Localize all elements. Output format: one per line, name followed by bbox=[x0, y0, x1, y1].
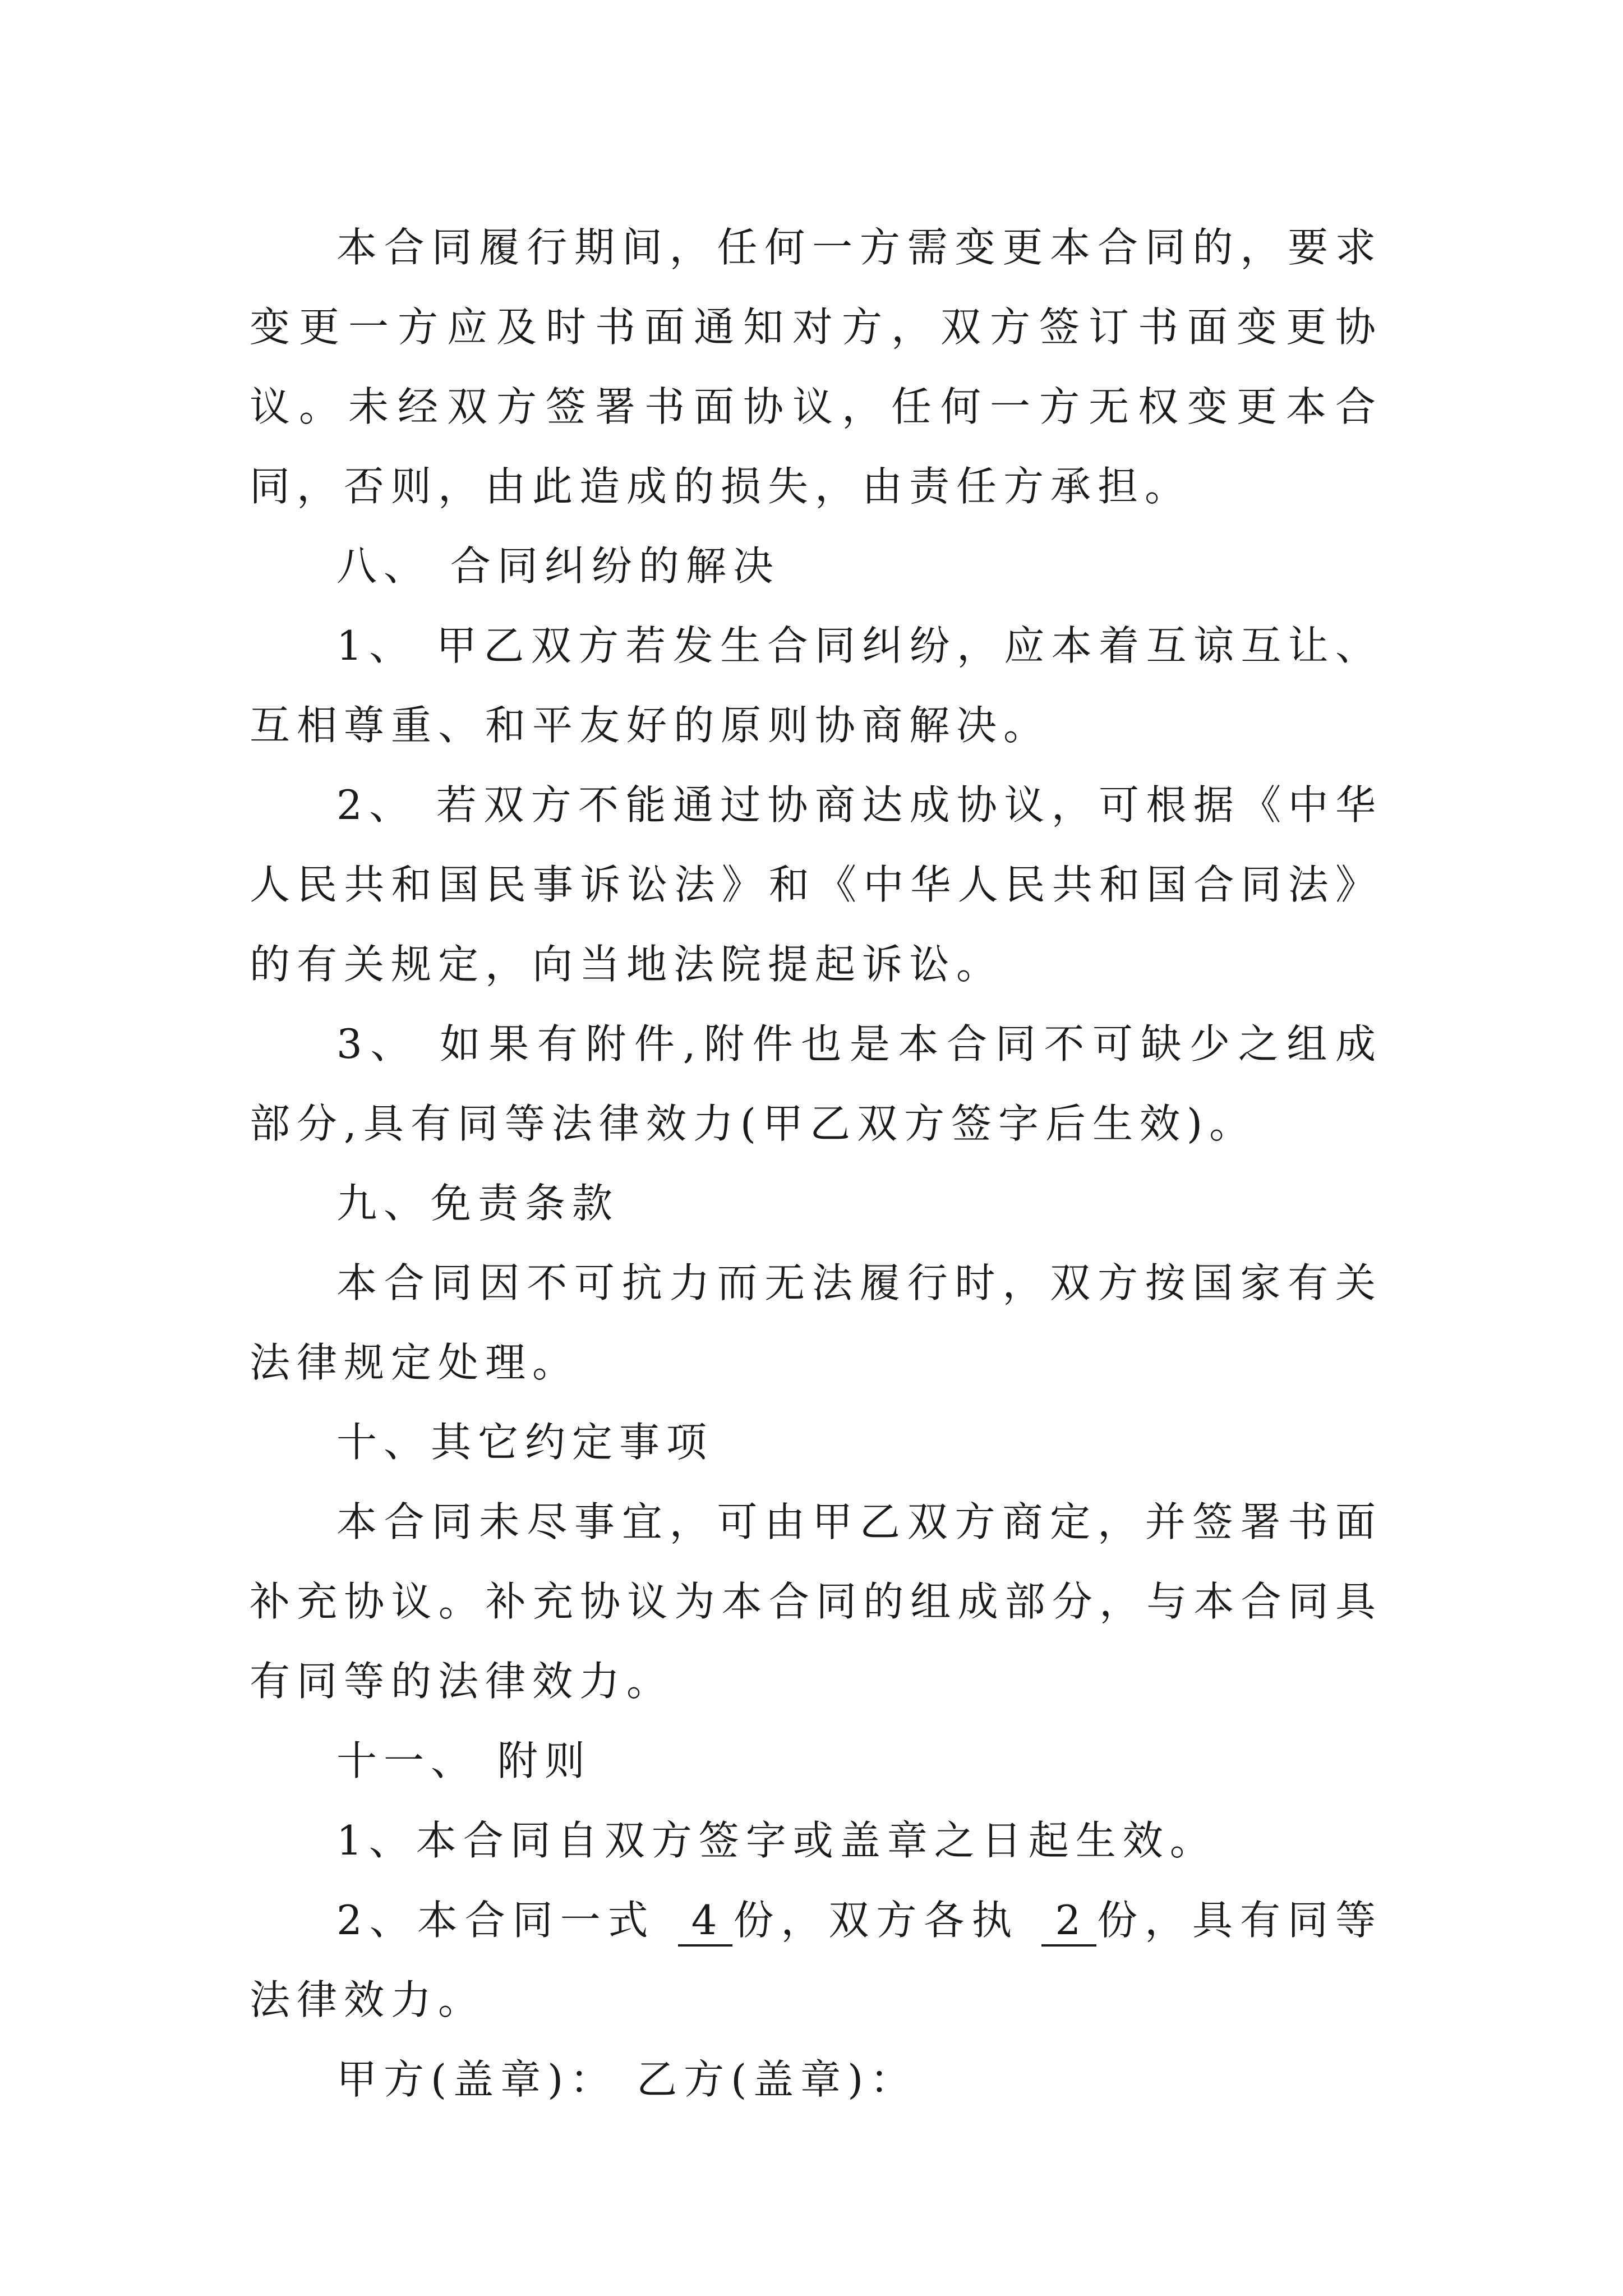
section-11-item-1: 1、本合同自双方签字或盖章之日起生效。 bbox=[336, 1817, 1217, 1864]
copies-each-field: 2 bbox=[1041, 1896, 1096, 1947]
item-2-prefix: 2、本合同一式 bbox=[336, 1897, 656, 1944]
section-9-paragraph: 本合同因不可抗力而无法履行时，双方按国家有关法律规定处理。 bbox=[250, 1259, 1382, 1386]
section-8-item-1: 1、 甲乙双方若发生合同纠纷，应本着互谅互让、互相尊重、和平友好的原则协商解决。 bbox=[250, 622, 1382, 749]
section-8-heading: 八、 合同纠纷的解决 bbox=[336, 542, 780, 590]
section-9-heading: 九、免责条款 bbox=[336, 1180, 620, 1227]
section-11-item-2 bbox=[250, 1880, 1382, 2040]
section-8-item-3: 3、 如果有附件,附件也是本合同不可缺少之组成部分,具有同等法律效力(甲乙双方签字后生效)。 bbox=[250, 1020, 1382, 1147]
copies-total-field: 4 bbox=[678, 1896, 733, 1947]
section-10-heading: 十、其它约定事项 bbox=[336, 1419, 714, 1466]
signature-line: 甲方(盖章)： 乙方(盖章)： bbox=[336, 2056, 917, 2103]
item-2-middle: 份，双方各执 bbox=[732, 1897, 1020, 1944]
section-8-item-2: 2、 若双方不能通过协商达成协议，可根据《中华人民共和国民事诉讼法》和《中华人民共和国合同法》的有关规定，向当地法院提起诉讼。 bbox=[250, 781, 1382, 988]
contract-body bbox=[250, 208, 1382, 2119]
section-11-heading: 十一、 附则 bbox=[336, 1737, 592, 1784]
change-clause-paragraph: 本合同履行期间，任何一方需变更本合同的，要求变更一方应及时书面通知对方，双方签订书面变更协议。未经双方签署书面协议，任何一方无权变更本合同，否则，由此造成的损失，由责任方承担。 bbox=[250, 224, 1382, 510]
section-10-paragraph: 本合同未尽事宜，可由甲乙双方商定，并签署书面补充协议。补充协议为本合同的组成部分，与本合同具有同等的法律效力。 bbox=[250, 1498, 1382, 1705]
item-2-suffix: 份，具有同等法律效力。 bbox=[250, 1897, 1382, 2023]
